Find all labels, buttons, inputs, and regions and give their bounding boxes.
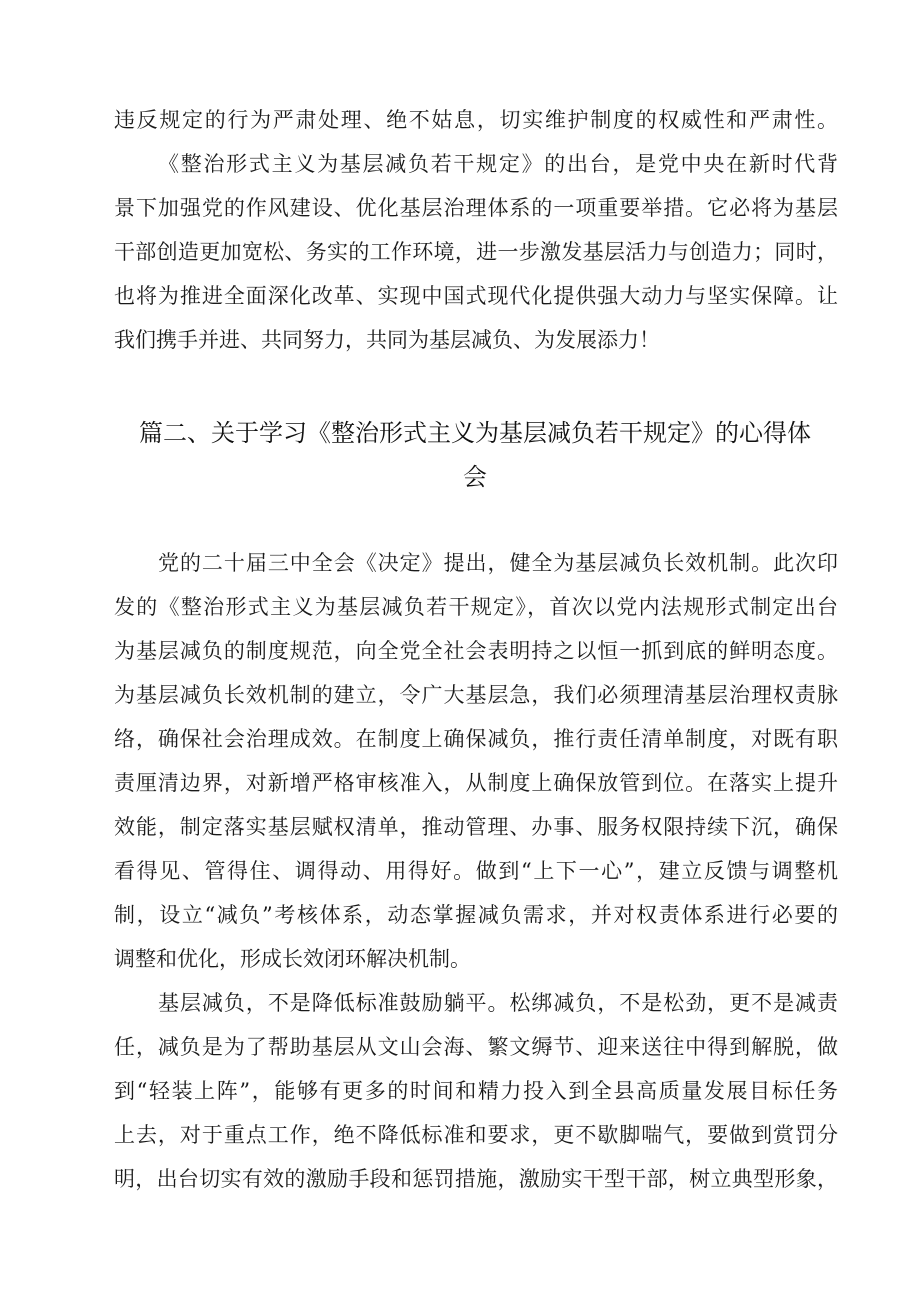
text-line: 违反规定的行为严肃处理、绝不姑息，切实维护制度的权威性和严肃性。: [114, 108, 838, 132]
paragraph-block-3: [114, 981, 838, 1201]
text-line: 效能，制定落实基层赋权清单，推动管理、办事、服务权限持续下沉，确保: [114, 815, 838, 839]
heading-line-2: 会: [463, 463, 487, 491]
paragraph-block-2: [114, 541, 838, 981]
text-line: 也将为推进全面深化改革、实现中国式现代化提供强大动力与坚实保障。让: [114, 284, 838, 308]
text-line: 制，设立“减负”考核体系，动态掌握减负需求，并对权责体系进行必要的: [114, 903, 838, 927]
text-line: 明，出台切实有效的激励手段和惩罚措施，激励实干型干部，树立典型形象，: [114, 1167, 838, 1191]
paragraph-block-1: [114, 98, 838, 362]
text-line: 发的《整治形式主义为基层减负若干规定》，首次以党内法规形式制定出台: [114, 595, 838, 619]
text-line: 上去，对于重点工作，绝不降低标准和要求，更不歇脚喘气，要做到赏罚分: [114, 1123, 838, 1147]
text-line: 景下加强党的作风建设、优化基层治理体系的一项重要举措。它必将为基层: [114, 196, 838, 220]
text-line: 调整和优化，形成长效闭环解决机制。: [114, 947, 471, 971]
text-line: 络，确保社会治理成效。在制度上确保减负，推行责任清单制度，对既有职: [114, 727, 838, 751]
text-line: 基层减负，不是降低标准鼓励躺平。松绑减负，不是松劲，更不是减责: [158, 991, 838, 1015]
text-line: 我们携手并进、共同努力，共同为基层减负、为发展添力！: [114, 328, 660, 352]
text-line: 任，减负是为了帮助基层从文山会海、繁文缛节、迎来送往中得到解脱，做: [114, 1035, 838, 1059]
text-line: 为基层减负长效机制的建立，令广大基层急，我们必须理清基层治理权责脉: [114, 683, 838, 707]
text-line: 责厘清边界，对新增严格审核准入，从制度上确保放管到位。在落实上提升: [114, 771, 838, 795]
text-line: 为基层减负的制度规范，向全党全社会表明持之以恒一抓到底的鲜明态度。: [114, 639, 838, 663]
text-line: 党的二十届三中全会《决定》提出，健全为基层减负长效机制。此次印: [158, 551, 838, 575]
heading-line-1: 篇二、关于学习《整治形式主义为基层减负若干规定》的心得体: [139, 419, 811, 447]
text-line: 干部创造更加宽松、务实的工作环境，进一步激发基层活力与创造力；同时，: [114, 240, 838, 264]
text-line: 到“轻装上阵”，能够有更多的时间和精力投入到全县高质量发展目标任务: [114, 1079, 838, 1103]
text-line: 《整治形式主义为基层减负若干规定》的出台，是党中央在新时代背: [158, 152, 838, 176]
section-heading: [100, 411, 850, 499]
text-line: 看得见、管得住、调得动、用得好。做到“上下一心”，建立反馈与调整机: [114, 859, 838, 883]
